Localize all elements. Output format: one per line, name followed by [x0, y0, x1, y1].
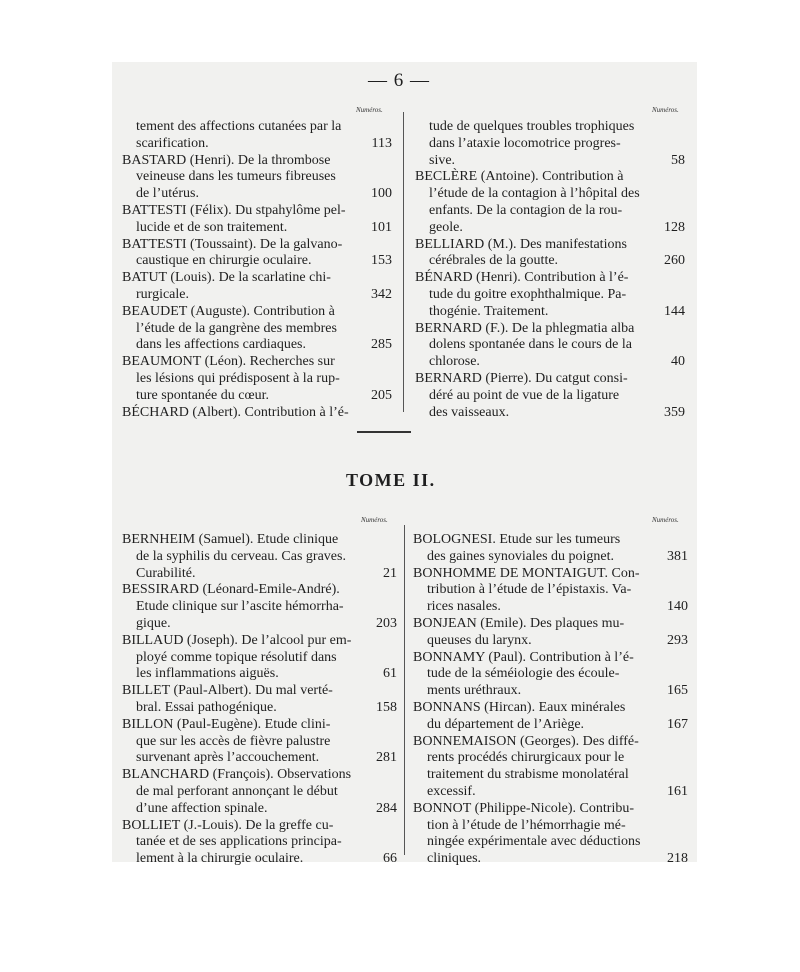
entry-text-line: tude de quelques troubles trophiques: [429, 119, 635, 134]
entry-text-line: cliniques.: [427, 851, 482, 867]
index-entry: [122, 717, 397, 767]
entry-number: 66: [383, 851, 397, 867]
entry-number: 165: [667, 683, 688, 699]
column-divider-top: [403, 112, 404, 412]
entry-text-line: cérébrales de la goutte.: [429, 253, 559, 269]
index-entry: [122, 582, 397, 632]
entry-text-line: BATTESTI (Félix). Du stpahylôme pel-: [122, 202, 346, 218]
entry-text-line: BERNARD (F.). De la phlegmatia alba: [415, 320, 635, 336]
entry-text-line: tanée et de ses applications principa-: [136, 834, 342, 850]
entry-text-line: excessif.: [427, 783, 476, 799]
entry-text-line: Etude clinique sur l’ascite hémorrha-: [136, 599, 344, 615]
column-top-left: [122, 119, 392, 421]
page-number: — 6 —: [368, 70, 430, 91]
entry-text-line: dans l’ataxie locomotrice progres-: [429, 135, 621, 151]
entry-number: 40: [671, 354, 685, 370]
index-entry: [415, 169, 685, 236]
entry-text-line: BLANCHARD (François). Observations: [122, 767, 352, 783]
entry-text-line: BATUT (Louis). De la scarlatine chi-: [122, 270, 331, 286]
entry-text-line: BESSIRARD (Léonard-Emile-André).: [122, 582, 340, 598]
entry-number: 218: [667, 851, 688, 867]
entry-text-line: ningée expérimentale avec déductions: [427, 834, 641, 850]
entry-number: 167: [667, 716, 688, 732]
entry-text-line: l’étude de la gangrène des membres: [136, 320, 337, 336]
index-entry: [122, 818, 397, 868]
entry-text-line: BASTARD (Henri). De la thrombose: [122, 152, 331, 168]
entry-number: 101: [371, 219, 392, 235]
entry-number: 58: [671, 152, 685, 168]
entry-number: 293: [667, 632, 688, 648]
entry-text-line: dolens spontanée dans le cours de la: [429, 337, 632, 353]
column-header-top-left: Numéros.: [356, 106, 383, 114]
entry-text-line: les inflammations aiguës.: [136, 666, 279, 682]
entry-number: 203: [376, 615, 397, 631]
index-entry: [413, 566, 688, 616]
entry-text-line: BONNEMAISON (Georges). Des diffé-: [413, 733, 639, 749]
entry-text-line: BONNANS (Hircan). Eaux minérales: [413, 699, 626, 715]
entry-text-line: des gaines synoviales du poignet.: [427, 548, 615, 564]
entry-text-line: de mal perforant annonçant le début: [136, 783, 338, 799]
entry-text-line: tribution à l’étude de l’épistaxis. Va-: [427, 582, 632, 598]
entry-text-line: caustique en chirurgie oculaire.: [136, 253, 312, 269]
index-entry: [122, 153, 392, 203]
entry-text-line: BÉCHARD (Albert). Contribution à l’é-: [122, 404, 349, 420]
entry-text-line: traitement du strabisme monolatéral: [427, 767, 629, 783]
index-entry: [122, 237, 392, 271]
entry-text-line: d’une affection spinale.: [136, 800, 268, 816]
entry-number: 140: [667, 599, 688, 615]
entry-text-line: chlorose.: [429, 354, 480, 370]
entry-text-line: BOLOGNESI. Etude sur les tumeurs: [413, 532, 621, 547]
entry-text-line: BECLÈRE (Antoine). Contribution à: [415, 169, 624, 185]
entry-text-line: les lésions qui prédisposent à la rup-: [136, 370, 340, 386]
entry-text-line: du département de l’Ariège.: [427, 716, 585, 732]
entry-text-line: tement des affections cutanées par la: [136, 119, 342, 134]
entry-text-line: BERNHEIM (Samuel). Etude clinique: [122, 532, 339, 547]
index-entry: [415, 237, 685, 271]
entry-text-line: rurgicale.: [136, 286, 189, 302]
entry-text-line: sive.: [429, 152, 456, 168]
entry-number: 260: [664, 253, 685, 269]
entry-number: 381: [667, 548, 688, 564]
entry-number: 284: [376, 800, 397, 816]
entry-number: 342: [371, 286, 392, 302]
entry-text-line: BÉNARD (Henri). Contribution à l’é-: [415, 270, 629, 286]
column-header-bottom-right: Numéros.: [652, 516, 679, 524]
entry-text-line: BILLON (Paul-Eugène). Etude clini-: [122, 716, 331, 732]
column-header-bottom-left: Numéros.: [361, 516, 388, 524]
column-header-top-right: Numéros.: [652, 106, 679, 114]
column-bottom-right: [413, 532, 688, 868]
entry-number: 21: [383, 565, 397, 581]
entry-number: 285: [371, 337, 392, 353]
entry-number: 100: [371, 186, 392, 202]
index-entry: [122, 405, 392, 422]
index-entry: [122, 683, 397, 717]
entry-text-line: tude du goitre exophthalmique. Pa-: [429, 286, 627, 302]
entry-text-line: veineuse dans les tumeurs fibreuses: [136, 169, 336, 185]
entry-text-line: bral. Essai pathogénique.: [136, 699, 277, 715]
index-entry: [122, 304, 392, 354]
entry-number: 144: [664, 303, 685, 319]
entry-number: 359: [664, 404, 685, 420]
entry-text-line: ments uréthraux.: [427, 683, 522, 699]
entry-text-line: BILLAUD (Joseph). De l’alcool pur em-: [122, 632, 352, 648]
entry-text-line: BEAUDET (Auguste). Contribution à: [122, 303, 335, 319]
entry-text-line: BONNAMY (Paul). Contribution à l’é-: [413, 649, 634, 665]
entry-text-line: BEAUMONT (Léon). Recherches sur: [122, 354, 335, 370]
entry-text-line: BERNARD (Pierre). Du catgut consi-: [415, 370, 628, 386]
entry-text-line: que sur les accès de fièvre palustre: [136, 733, 331, 749]
entry-text-line: lement à la chirurgie oculaire.: [136, 851, 304, 867]
entry-text-line: BILLET (Paul-Albert). Du mal verté-: [122, 683, 333, 699]
index-entry: [415, 371, 685, 421]
entry-number: 281: [376, 750, 397, 766]
entry-text-line: ture spontanée du cœur.: [136, 387, 269, 403]
entry-text-line: survenant après l’accouchement.: [136, 750, 320, 766]
index-entry: [122, 119, 392, 153]
index-entry: [122, 633, 397, 683]
entry-text-line: rices nasales.: [427, 599, 501, 615]
entry-text-line: lucide et de son traitement.: [136, 219, 288, 235]
index-entry: [413, 650, 688, 700]
entry-text-line: rents procédés chirurgicaux pour le: [427, 750, 625, 766]
entry-text-line: tion à l’étude de l’hémorrhagie mé-: [427, 817, 626, 833]
entry-number: 61: [383, 666, 397, 682]
entry-text-line: des vaisseaux.: [429, 404, 510, 420]
entry-number: 161: [667, 783, 688, 799]
index-entry: [413, 532, 688, 566]
entry-text-line: BONJEAN (Emile). Des plaques mu-: [413, 615, 625, 631]
entry-number: 158: [376, 699, 397, 715]
entry-text-line: scarification.: [136, 135, 209, 151]
index-entry: [122, 270, 392, 304]
entry-text-line: dans les affections cardiaques.: [136, 337, 307, 353]
entry-number: 128: [664, 219, 685, 235]
entry-text-line: ployé comme topique résolutif dans: [136, 649, 337, 665]
entry-text-line: gique.: [136, 615, 171, 631]
entry-text-line: l’étude de la contagion à l’hôpital des: [429, 186, 640, 202]
entry-text-line: de l’utérus.: [136, 186, 199, 202]
index-entry: [415, 119, 685, 169]
index-entry: [415, 321, 685, 371]
section-rule: [357, 431, 411, 433]
index-entry: [413, 801, 688, 868]
column-bottom-left: [122, 532, 397, 868]
entry-text-line: BATTESTI (Toussaint). De la galvano-: [122, 236, 343, 252]
entry-text-line: déré au point de vue de la ligature: [429, 387, 620, 403]
index-entry: [122, 767, 397, 817]
entry-text-line: Curabilité.: [136, 565, 196, 581]
entry-text-line: BOLLIET (J.-Louis). De la greffe cu-: [122, 817, 334, 833]
entry-text-line: enfants. De la contagion de la rou-: [429, 202, 623, 218]
entry-text-line: BONHOMME DE MONTAIGUT. Con-: [413, 565, 640, 581]
entry-text-line: queuses du larynx.: [427, 632, 532, 648]
index-entry: [413, 616, 688, 650]
entry-number: 153: [371, 253, 392, 269]
entry-number: 113: [371, 135, 392, 151]
entry-number: 205: [371, 387, 392, 403]
entry-text-line: tude de la séméiologie des écoule-: [427, 666, 620, 682]
entry-text-line: thogénie. Traitement.: [429, 303, 549, 319]
index-entry: [413, 734, 688, 801]
entry-text-line: de la syphilis du cerveau. Cas graves.: [136, 548, 346, 564]
column-divider-bottom: [404, 525, 405, 855]
index-entry: [122, 203, 392, 237]
index-entry: [413, 700, 688, 734]
entry-text-line: geole.: [429, 219, 463, 235]
index-entry: [122, 354, 392, 404]
index-entry: [122, 532, 397, 582]
tome-title: TOME II.: [346, 470, 436, 490]
entry-text-line: BONNOT (Philippe-Nicole). Contribu-: [413, 800, 634, 816]
column-top-right: [415, 119, 685, 421]
entry-text-line: BELLIARD (M.). Des manifestations: [415, 236, 627, 252]
index-entry: [415, 270, 685, 320]
